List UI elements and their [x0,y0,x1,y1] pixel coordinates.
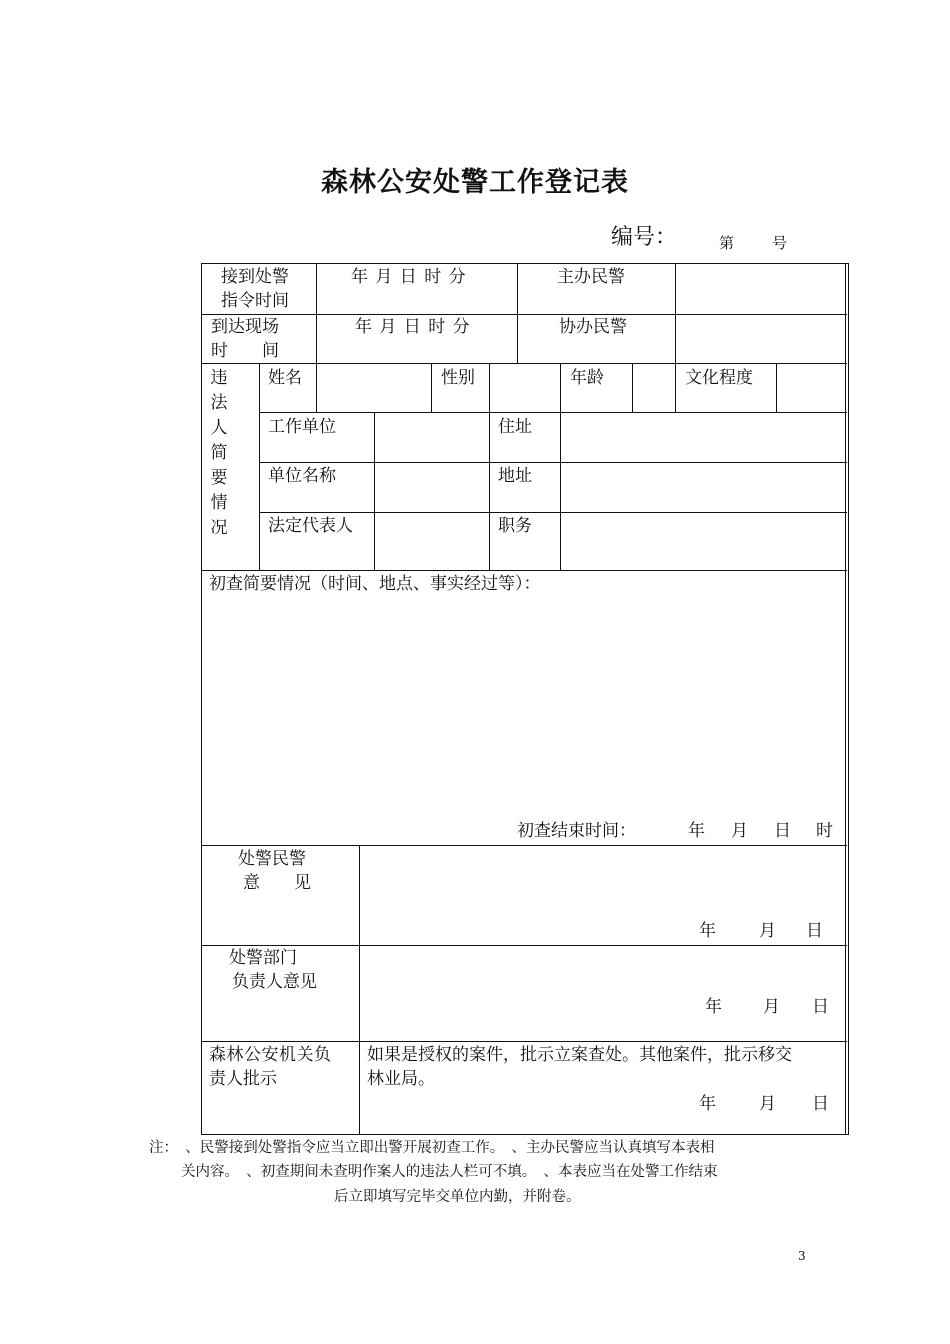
approval-month: 月 [759,1094,776,1114]
end-hour: 时 [816,821,833,841]
row-divider [259,462,847,463]
row-divider [201,1041,847,1042]
row-divider [201,845,847,846]
end-day: 日 [774,821,791,841]
position-label: 职务 [498,516,532,536]
table-border [201,263,849,1135]
police-opinion-day: 日 [806,921,823,941]
receive-time-label: 接到处警 [221,267,289,287]
arrival-time-label: 到达现场 [211,317,279,337]
col-divider [675,263,676,363]
education-label: 文化程度 [685,368,753,388]
col-divider [259,363,260,570]
col-divider [489,363,490,412]
end-month: 月 [731,821,748,841]
end-year: 年 [688,821,705,841]
approval-label: 森林公安机关负 [209,1045,332,1065]
table-border-double [845,263,846,1135]
legal-rep-label: 法定代表人 [268,516,353,536]
receive-time-label-2: 指令时间 [221,291,289,311]
col-divider [316,263,317,363]
serial-suffix: 号 [772,234,788,252]
dept-opinion-day: 日 [812,997,829,1017]
gender-label: 性别 [441,368,475,388]
approval-label-2: 责人批示 [209,1069,277,1089]
initial-end-time-label: 初查结束时间： [517,821,636,841]
receive-datetime-field[interactable]: 年 月 日 时 分 [351,267,467,287]
offender-section-label: 违法人简要情况 [210,368,228,538]
approval-year: 年 [699,1094,716,1114]
row-divider [259,512,847,513]
dept-opinion-year: 年 [705,997,722,1017]
row-divider [259,412,847,413]
police-opinion-month: 月 [759,921,776,941]
col-divider [517,263,518,363]
col-divider [374,412,375,570]
age-label: 年龄 [570,368,604,388]
registration-form-table [201,263,849,1135]
col-divider [489,412,490,570]
initial-investigation-label: 初查简要情况（时间、地点、事实经过等）： [209,574,541,594]
col-divider [632,363,633,412]
dept-opinion-label: 处警部门 [229,948,297,968]
police-opinion-label-2: 意 见 [243,873,311,893]
row-divider [201,363,847,364]
dept-opinion-label-2: 负责人意见 [232,972,317,992]
workplace-label: 工作单位 [268,417,336,437]
approval-text-2: 林业局。 [367,1069,435,1089]
form-title: 森林公安处警工作登记表 [321,167,629,198]
row-divider [201,570,847,571]
dept-opinion-month: 月 [763,997,780,1017]
arrival-datetime-field[interactable]: 年 月 日 时 分 [355,317,471,337]
col-divider [560,363,561,570]
unit-address-label: 地址 [498,466,532,486]
note-line-1: 注： 、民警接到处警指令应当立即出警开展初查工作。 、主办民警应当认真填写本表相 [149,1140,715,1156]
serial-number-label: 编号： [611,225,678,250]
police-opinion-label: 处警民警 [238,849,306,869]
lead-officer-label: 主办民警 [557,267,625,287]
approval-day: 日 [812,1094,829,1114]
col-divider [316,363,317,412]
address-label: 住址 [498,417,532,437]
approval-text: 如果是授权的案件，批示立案查处。其他案件，批示移交 [367,1045,792,1065]
col-divider [776,363,777,412]
name-label: 姓名 [268,368,302,388]
col-divider [675,363,676,412]
col-divider [359,845,360,1135]
row-divider [201,945,847,946]
arrival-time-label-2: 时 间 [211,341,279,361]
note-line-2: 关内容。 、初查期间未查明作案人的违法人栏可不填。 、本表应当在处警工作结束 [181,1164,718,1180]
police-opinion-year: 年 [699,921,716,941]
page-number: 3 [798,1249,806,1263]
row-divider [201,314,847,315]
note-line-3: 后立即填写完毕交单位内勤，并附卷。 [334,1189,581,1205]
col-divider [431,363,432,412]
serial-prefix: 第 [719,234,735,252]
unit-name-label: 单位名称 [268,466,336,486]
assist-officer-label: 协办民警 [559,317,627,337]
